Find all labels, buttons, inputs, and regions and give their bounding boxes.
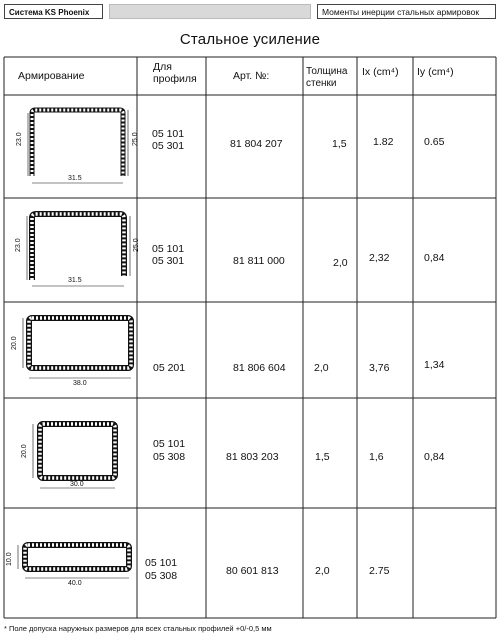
row4-profile-2: 05 308 xyxy=(153,451,186,463)
row1-ix: 1.82 xyxy=(373,136,394,148)
row3-iy: 1,34 xyxy=(424,359,445,371)
row3-ix: 3,76 xyxy=(369,362,390,374)
dim-bottom: 40.0 xyxy=(68,580,82,587)
dim-right: 25.0 xyxy=(133,238,140,252)
system-name: Система KS Phoenix xyxy=(4,4,103,19)
profile-drawing-2 xyxy=(15,214,140,286)
row2-article: 81 811 000 xyxy=(233,255,285,267)
row1-profile-2: 05 301 xyxy=(152,140,185,152)
row4-ix: 1,6 xyxy=(369,451,384,463)
row3-profile-1: 05 201 xyxy=(153,362,186,374)
row4-profile-1: 05 101 xyxy=(153,438,186,450)
row4-article: 81 803 203 xyxy=(226,451,279,463)
row3-thickness: 2,0 xyxy=(314,362,329,374)
col-header-iy: Iy (cm⁴) xyxy=(417,66,454,78)
dim-bottom: 30.0 xyxy=(70,481,84,488)
row5-profile-2: 05 308 xyxy=(145,570,178,582)
dim-right: 25.0 xyxy=(132,132,139,146)
col-header-ix: Ix (cm⁴) xyxy=(362,66,399,78)
row4-iy: 0,84 xyxy=(424,451,445,463)
row2-profile-2: 05 301 xyxy=(152,255,185,267)
row1-profile-1: 05 101 xyxy=(152,128,185,140)
profile-drawing-5 xyxy=(6,545,129,587)
row4-thickness: 1,5 xyxy=(315,451,330,463)
row5-ix: 2.75 xyxy=(369,565,390,577)
dim-bottom: 38.0 xyxy=(73,380,87,387)
row3-article: 81 806 604 xyxy=(233,362,286,374)
profile-drawing-4 xyxy=(21,424,115,488)
col-header-article: Арт. №: xyxy=(233,70,270,82)
col-header-thickness-line1: Толщина xyxy=(306,66,348,77)
col-header-for-profile-line1: Для xyxy=(153,61,172,73)
footnote: * Поле допуска наружных размеров для всех стальных профилей +0/-0,5 мм xyxy=(4,624,272,633)
row5-thickness: 2,0 xyxy=(315,565,330,577)
dim-left: 10.0 xyxy=(6,552,13,566)
dim-bottom: 31.5 xyxy=(68,175,82,182)
col-header-thickness-line2: стенки xyxy=(306,78,337,89)
profile-drawing-3 xyxy=(11,318,131,387)
row2-iy: 0,84 xyxy=(424,252,445,264)
row1-iy: 0.65 xyxy=(424,136,445,148)
row1-thickness: 1,5 xyxy=(332,138,347,150)
dim-left: 20.0 xyxy=(11,336,18,350)
dim-bottom: 31.5 xyxy=(68,277,82,284)
profile-drawing-1 xyxy=(16,110,139,183)
document-subject: Моменты инерции стальных армировок xyxy=(317,4,496,19)
dim-left: 20.0 xyxy=(21,444,28,458)
col-header-profile: Армирование xyxy=(18,70,85,82)
row1-article: 81 804 207 xyxy=(230,138,283,150)
row2-profile-1: 05 101 xyxy=(152,243,185,255)
row2-ix: 2,32 xyxy=(369,252,390,264)
dim-left: 23.0 xyxy=(15,238,22,252)
dim-left: 23.0 xyxy=(16,132,23,146)
row2-thickness: 2,0 xyxy=(333,257,348,269)
row5-article: 80 601 813 xyxy=(226,565,279,577)
col-header-for-profile-line2: профиля xyxy=(153,73,197,85)
row5-profile-1: 05 101 xyxy=(145,557,178,569)
page-title: Стальное усиление xyxy=(179,31,321,48)
